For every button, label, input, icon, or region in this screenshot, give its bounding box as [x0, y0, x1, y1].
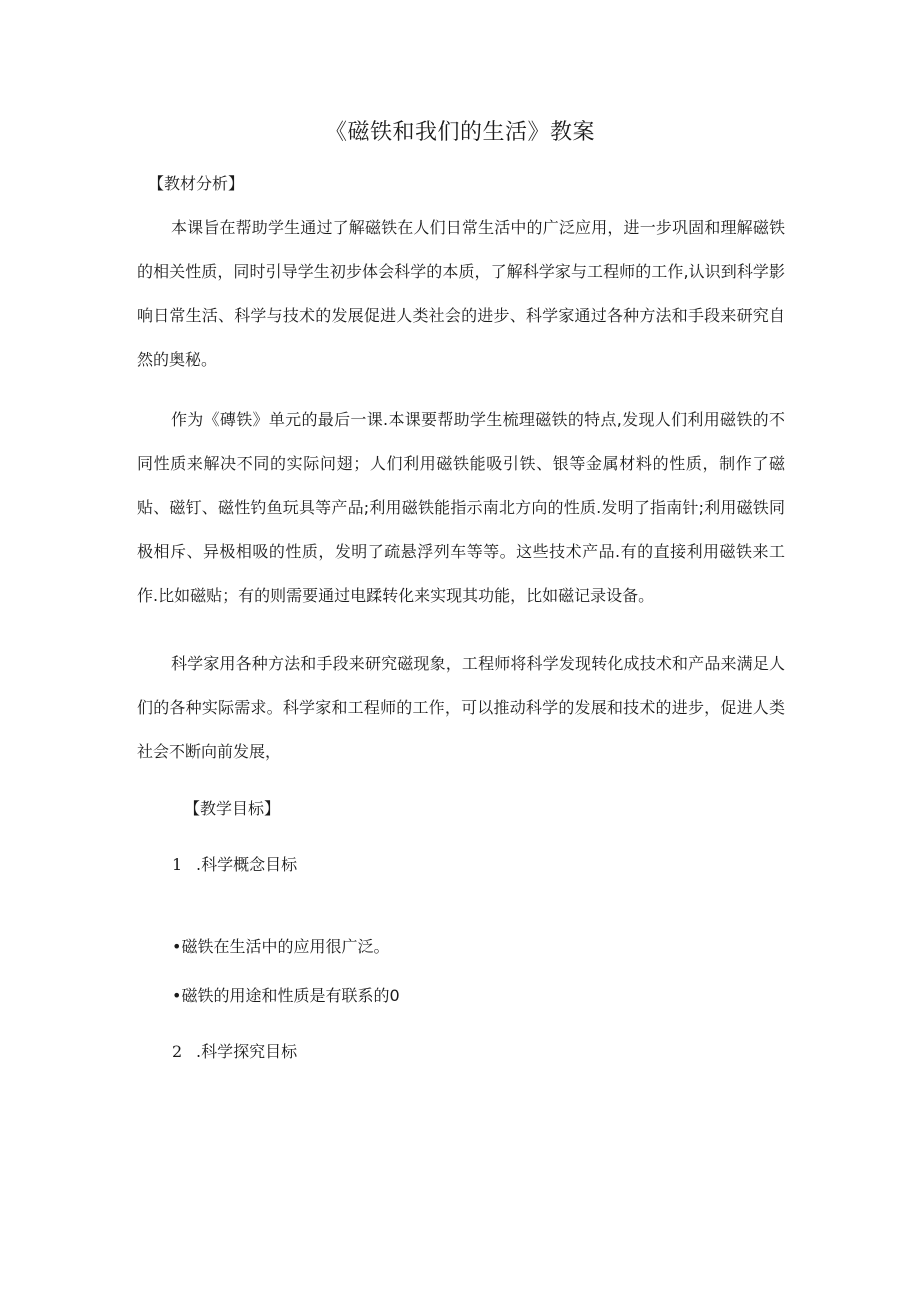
bullet-item-1: •磁铁在生活中的应用很广泛。	[172, 937, 390, 956]
section-heading-material-analysis: 【教材分析】	[148, 174, 245, 193]
section-heading-teaching-goals: 【教学目标】	[184, 799, 281, 818]
document-title: 《磁铁和我们的生活》教案	[324, 120, 595, 145]
goal-1	[172, 853, 297, 877]
paragraph-1: 本课旨在帮助学生通过了解磁铁在人们日常生活中的广泛应用，进一步巩固和理解磁铁的相关性质，同时引导学生初步体会科学的本质，了解科学家与工程师的工作,认识到科学影响日常生活、科学与技术的发展促进人类社会的进步、科学家通过各种方法和手段来研究自然的奥秘。	[137, 218, 785, 369]
goal-2-label: .科学探究目标	[196, 1042, 298, 1061]
goal-2-number: 2	[172, 1042, 183, 1061]
paragraph-3: 科学家用各种方法和手段来研究磁现象，工程师将科学发现转化成技术和产品来满足人们的各种实际需求。科学家和工程师的工作，可以推动科学的发展和技术的进步，促进人类社会不断向前发展，	[137, 654, 785, 761]
goal-2	[172, 1040, 297, 1064]
goal-1-number: 1	[172, 855, 183, 874]
paragraph-2: 作为《磚铁》单元的最后一课.本课要帮助学生梳理磁铁的特点,发现人们利用磁铁的不同性质来解决不同的实际问翅；人们利用磁铁能吸引铁、银等金属材料的性质，制作了磁贴、磁钉、磁性钓鱼玩具等产品;利用磁铁能指示南北方向的性质.发明了指南针;利用磁铁同极相斥、异极相吸的性质，发明了疏悬浮列车等等。这些技术产品.有的直接利用磁铁来工作.比如磁贴；有的则需要通过电蹂转化来实现其功能，比如磁记录设备。	[137, 410, 785, 605]
bullet-item-2: •磁铁的用途和性质是有联系的0	[172, 986, 400, 1005]
goal-1-label: .科学概念目标	[196, 855, 298, 874]
